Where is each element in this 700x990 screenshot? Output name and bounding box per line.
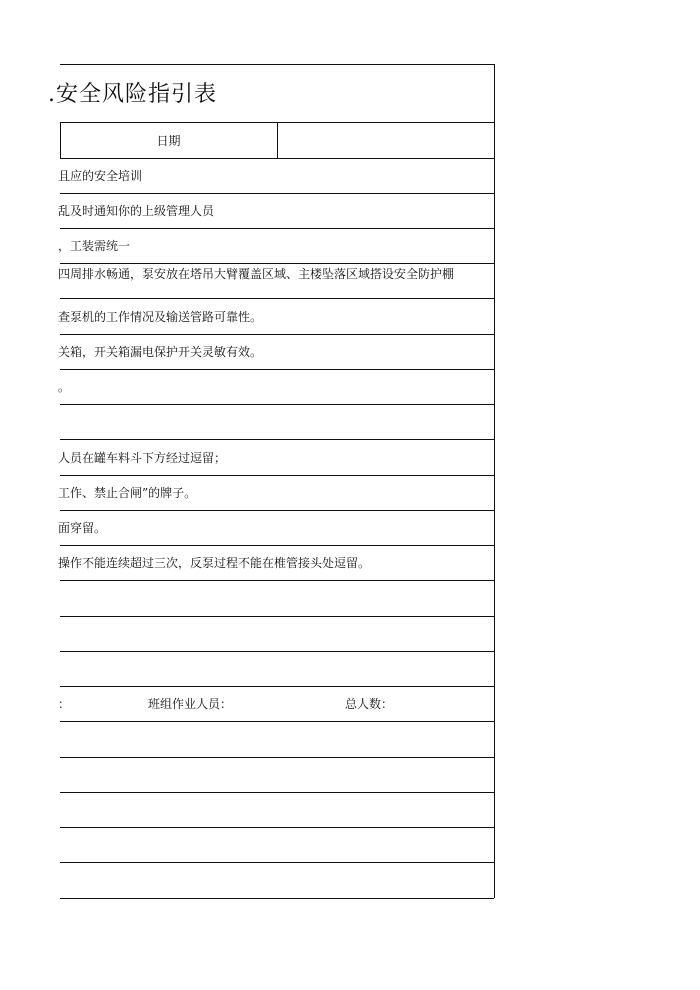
date-label: 日期	[156, 134, 181, 148]
row-text: 。	[58, 380, 71, 394]
row-text: 工作、禁止合闸”的牌子。	[58, 486, 197, 500]
row-line	[60, 369, 494, 370]
row-line	[60, 334, 494, 335]
row-line	[60, 757, 494, 758]
row-line	[60, 510, 494, 511]
row-text: 操作不能连续超过三次，反泵过程不能在椎管接头处逗留。	[58, 556, 371, 570]
row-text: 四周排水畅通，泵安放在塔吊大臂覆盖区域、主楼坠落区域搭设安全防护棚	[58, 267, 455, 281]
row-text: 面穿留。	[58, 521, 107, 535]
row-line	[60, 827, 494, 828]
row-text: 人员在罐车料斗下方经过逗留；	[58, 451, 227, 465]
row-line	[60, 862, 494, 863]
row-line	[60, 228, 494, 229]
row-text: 查泵机的工作情况及输送管路可靠性。	[58, 310, 263, 324]
row-line	[60, 616, 494, 617]
header-bottom-line	[60, 158, 494, 159]
total-count-label: 总人数：	[345, 697, 394, 711]
row-line	[60, 686, 494, 687]
row-line	[60, 404, 494, 405]
page-title: .安全风险指引表	[48, 82, 217, 107]
row-line	[60, 475, 494, 476]
row-line	[60, 545, 494, 546]
row-text: 关箱，开关箱漏电保护开关灵敏有效。	[58, 345, 263, 359]
row-line	[60, 898, 494, 899]
row-line	[60, 792, 494, 793]
row-text: 乱及时通知你的上级管理人员	[58, 204, 215, 218]
row-line	[60, 193, 494, 194]
header-divider	[277, 122, 278, 158]
top-border	[60, 64, 494, 65]
row-line	[60, 263, 494, 264]
signoff-left-label: ：	[58, 697, 71, 711]
right-border	[494, 64, 495, 898]
row-line	[60, 651, 494, 652]
crew-members-label: 班组作业人员：	[148, 697, 233, 711]
row-line	[60, 298, 494, 299]
row-line	[60, 580, 494, 581]
row-line	[60, 439, 494, 440]
row-text: ，工装需统一	[58, 239, 131, 253]
row-text: 且应的安全培训	[58, 169, 143, 183]
row-line	[60, 721, 494, 722]
